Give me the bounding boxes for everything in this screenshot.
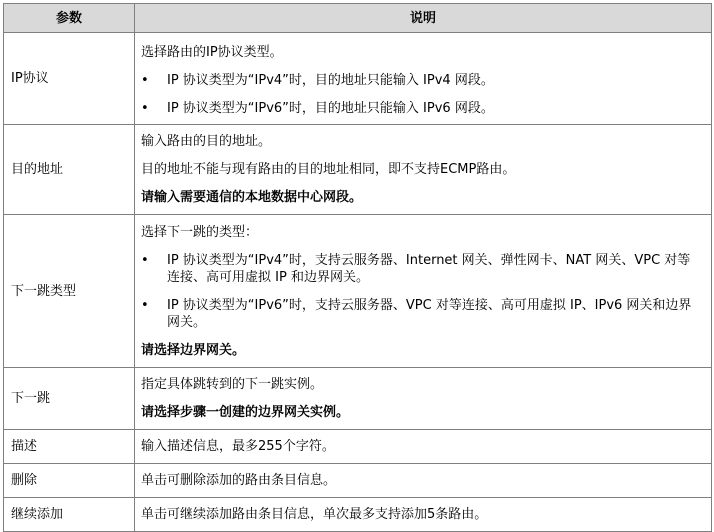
table-row	[4, 430, 712, 464]
bullet-list	[141, 252, 701, 331]
param-name: 描述	[4, 430, 135, 464]
list-item: • IP 协议类型为“IPv6”时，目的地址只能输入 IPv6 网段。	[141, 100, 494, 116]
param-description	[135, 368, 712, 430]
table-header-row	[4, 4, 712, 33]
header-param: 参数	[4, 4, 135, 33]
description-line: 输入路由的目的地址。	[141, 134, 272, 149]
table-row	[4, 368, 712, 430]
table-row	[4, 498, 712, 532]
table-row	[4, 215, 712, 368]
description-line: 选择路由的IP协议类型。	[141, 44, 283, 60]
table-row	[4, 33, 712, 125]
table-row	[4, 125, 712, 215]
header-description: 说明	[135, 4, 712, 33]
description-emphasis: 请选择步骤一创建的边界网关实例。	[141, 405, 350, 420]
list-item: • IP 协议类型为“IPv6”时，支持云服务器、VPC 对等连接、高可用虚拟 IP、IPv6 网关和边界网关。	[141, 297, 692, 330]
param-name: 下一跳类型	[4, 215, 135, 368]
description-emphasis: 请输入需要通信的本地数据中心网段。	[141, 190, 363, 205]
parameter-table	[3, 3, 712, 532]
param-description	[135, 464, 712, 498]
param-description	[135, 125, 712, 215]
bullet-icon: •	[141, 100, 149, 116]
param-name: 目的地址	[4, 125, 135, 215]
description-line: 输入描述信息，最多255个字符。	[141, 439, 335, 454]
description-line: 单击可继续添加路由条目信息，单次最多支持添加5条路由。	[141, 507, 488, 522]
bullet-icon: •	[141, 252, 149, 268]
param-name: 继续添加	[4, 498, 135, 532]
bullet-list	[141, 72, 701, 117]
param-name: 删除	[4, 464, 135, 498]
description-line: 选择下一跳的类型：	[141, 224, 259, 240]
list-item: • IP 协议类型为“IPv4”时，支持云服务器、Internet 网关、弹性网卡、NAT 网关、VPC 对等连接、高可用虚拟 IP 和边界网关。	[141, 252, 691, 285]
description-line: 指定具体跳转到的下一跳实例。	[141, 377, 324, 392]
param-description	[135, 430, 712, 464]
description-line: 单击可删除添加的路由条目信息。	[141, 473, 337, 488]
param-description	[135, 498, 712, 532]
description-emphasis: 请选择边界网关。	[141, 342, 246, 358]
param-name: IP协议	[4, 33, 135, 125]
param-description	[135, 33, 712, 125]
description-line: 目的地址不能与现有路由的目的地址相同，即不支持ECMP路由。	[141, 162, 516, 177]
list-item: • IP 协议类型为“IPv4”时，目的地址只能输入 IPv4 网段。	[141, 72, 494, 88]
param-description	[135, 215, 712, 368]
param-name: 下一跳	[4, 368, 135, 430]
table-row	[4, 464, 712, 498]
bullet-icon: •	[141, 72, 149, 88]
bullet-icon: •	[141, 297, 149, 313]
